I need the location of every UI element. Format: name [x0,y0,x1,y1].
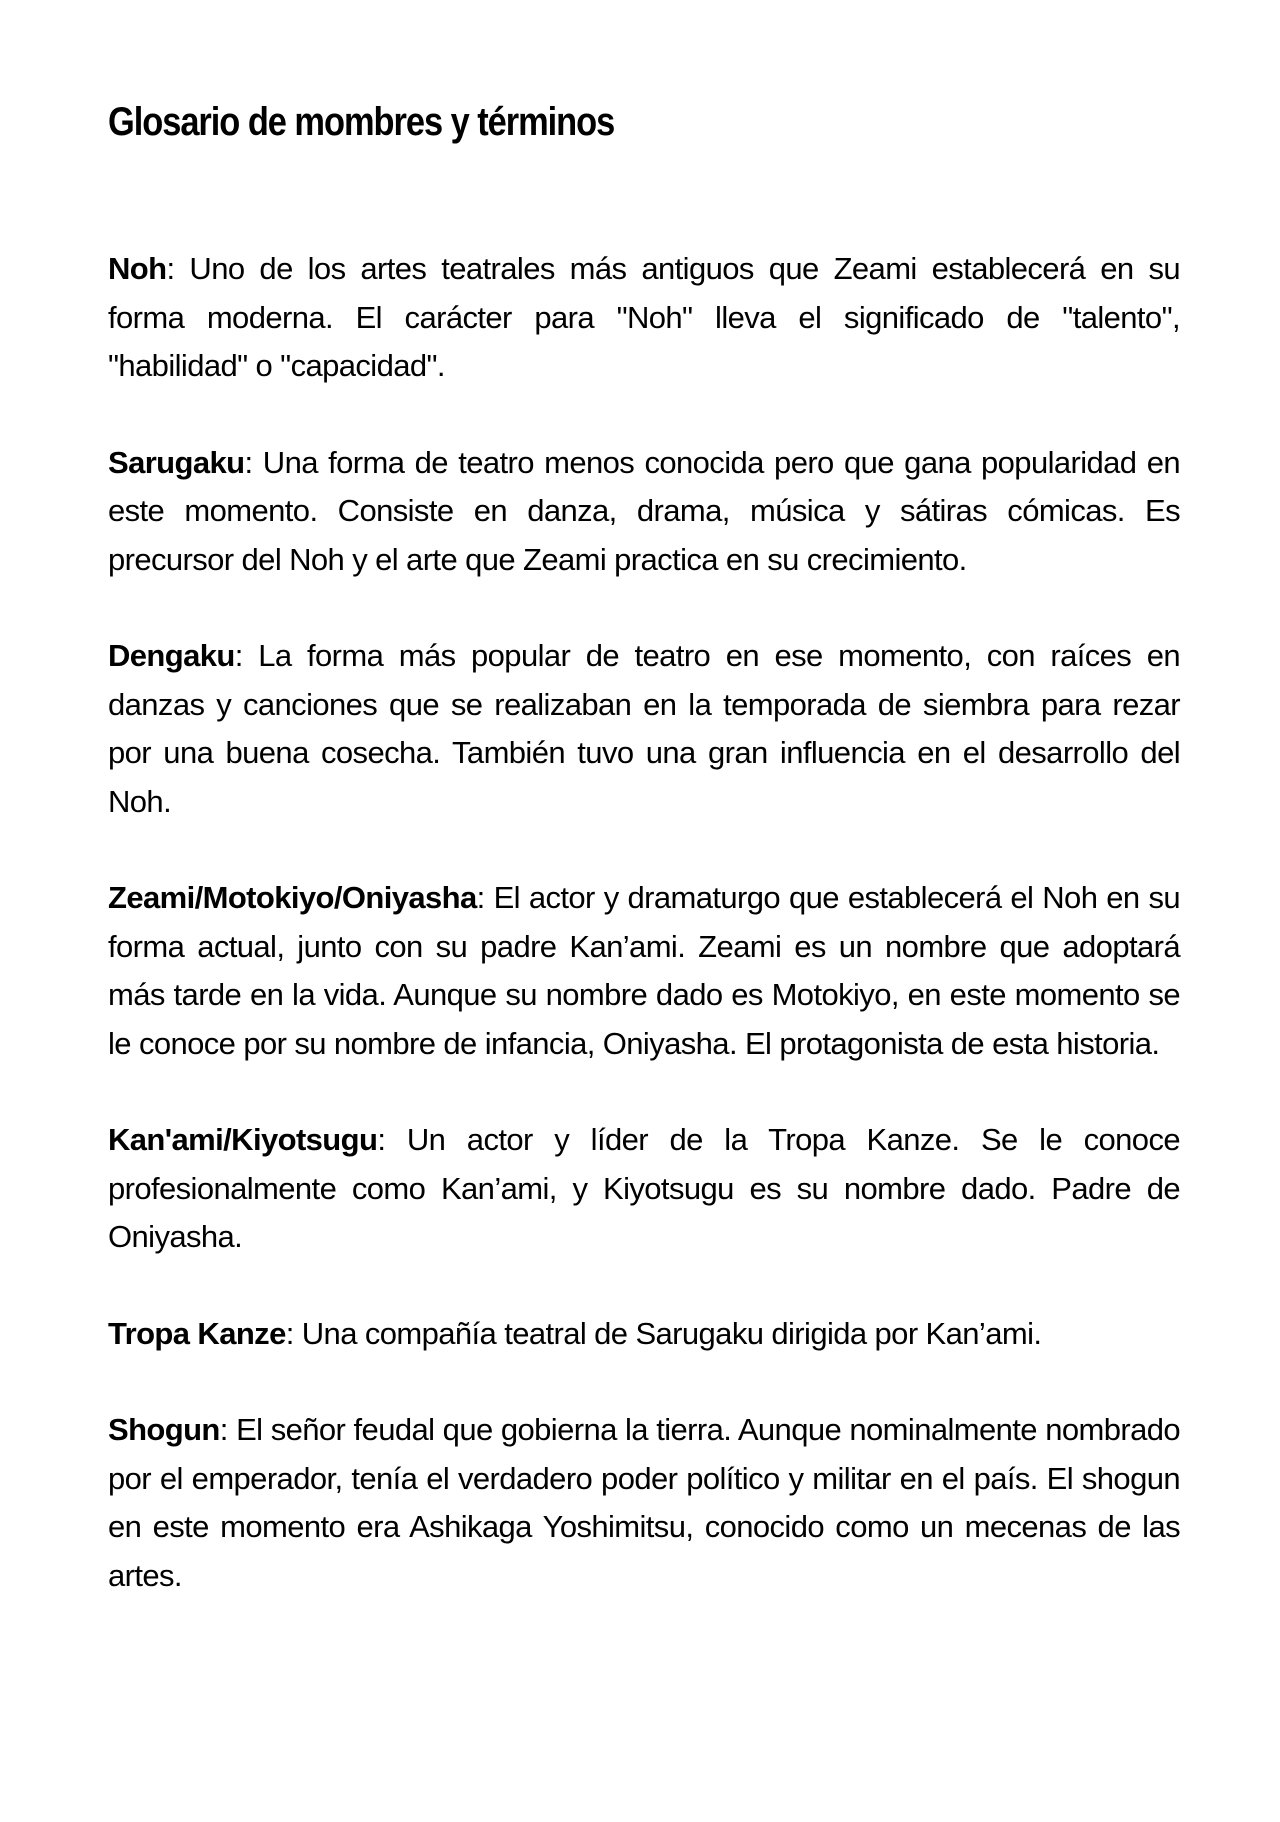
term-separator: : [234,638,259,673]
glossary-entry-zeami [108,874,1180,1068]
term-separator: : [476,880,494,915]
glossary-entry-noh [108,245,1180,391]
glossary-entry-tropa-kanze [108,1310,1180,1359]
glossary-term: Dengaku [108,638,235,673]
glossary-term: Kan'ami/Kiyotsugu [108,1122,378,1157]
glossary-entry-shogun [108,1406,1180,1600]
glossary-term: Shogun [108,1412,220,1447]
glossary-entry-dengaku [108,632,1180,826]
glossary-definition: Una compañía teatral de Sarugaku dirigida por Kan’ami. [301,1315,1042,1351]
glossary-term: Noh [108,251,167,286]
term-separator: : [166,251,190,286]
glossary-definition: El señor feudal que gobierna la tierra. Aunque nominalmente nombrado por el emperador, tenía el verdadero poder político y militar en el país. El shogun en este momento era Ashikaga Yoshimitsu, conocido como un mecenas de las artes. [108,1412,1180,1593]
glossary-definition: Una forma de teatro menos conocida pero que gana popularidad en este momento. Consiste en danza, drama, música y sátiras cómicas. Es precursor del Noh y el arte que Zeami practica en su crecimiento. [108,444,1180,577]
glossary-term: Tropa Kanze [108,1315,286,1351]
term-separator: : [219,1412,237,1447]
glossary-definition: El actor y dramaturgo que establecerá el Noh en su forma actual, junto con su padre Kan’ami. Zeami es un nombre que adoptará más tarde en la vida. Aunque su nombre dado es Motokiyo, en este momento se le conoce por su nombre de infancia, Oniyasha. El protagonista de esta historia. [108,880,1180,1061]
glossary-term: Sarugaku [108,444,245,480]
glossary-entry-sarugaku [108,439,1180,585]
glossary-term: Zeami/Motokiyo/Oniyasha [108,880,477,915]
term-separator: : [285,1315,302,1351]
term-separator: : [244,444,263,480]
term-separator: : [377,1122,407,1157]
glossary-definition: La forma más popular de teatro en ese momento, con raíces en danzas y canciones que se realizaban en la temporada de siembra para rezar por una buena cosecha. También tuvo una gran influencia en el desarrollo del Noh. [108,638,1180,819]
glossary-entry-kanami [108,1116,1180,1262]
glossary-definition: Un actor y líder de la Tropa Kanze. Se le conoce profesionalmente como Kan’ami, y Kiyotsugu es su nombre dado. Padre de Oniyasha. [108,1122,1180,1254]
page-title: Glosario de mombres y términos [108,100,615,144]
glossary-list [108,245,1180,1648]
glossary-definition: Uno de los artes teatrales más antiguos que Zeami establecerá en su forma moderna. El carácter para "Noh" lleva el significado de "talento", "habilidad" o "capacidad". [108,251,1180,383]
